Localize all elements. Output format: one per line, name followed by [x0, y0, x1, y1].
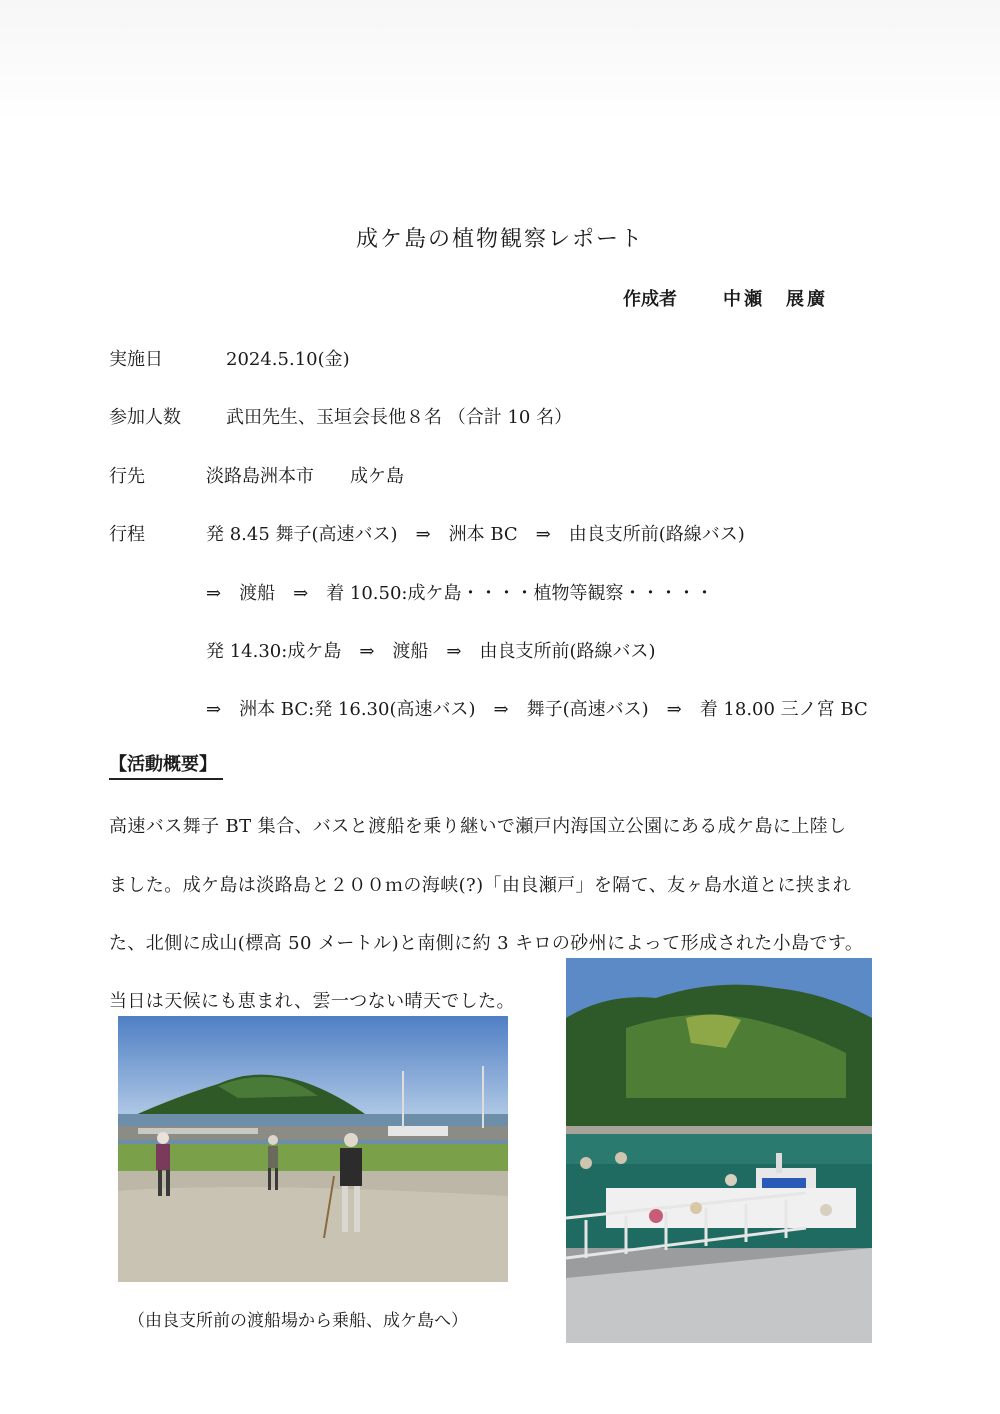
page-title: 成ケ島の植物観察レポート: [355, 227, 644, 252]
summary-line: 当日は天候にも恵まれ、雲一つない晴天でした。: [109, 991, 515, 1012]
author-line: [623, 285, 828, 311]
participants-value: 武田先生、玉垣会長他８名 （合計 10 名）: [226, 407, 573, 428]
destination-label: 行先: [109, 466, 145, 487]
summary-line: た、北側に成山(標高 50 メートル)と南側に約 3 キロの砂州によって形成された小島です。: [109, 933, 864, 954]
pier-photo: [118, 1016, 508, 1282]
date-value: 2024.5.10(金): [226, 349, 350, 370]
author-name: 中瀬 展廣: [723, 289, 828, 310]
summary-line: ました。成ケ島は淡路島と２００ｍの海峡(?)「由良瀬戸」を隔て、友ヶ島水道とに挟まれ: [109, 875, 852, 896]
itinerary-line: 発 8.45 舞子(高速バス) ⇒ 洲本 BC ⇒ 由良支所前(路線バス): [206, 524, 745, 545]
summary-line: 高速バス舞子 BT 集合、バスと渡船を乗り継いで瀬戸内海国立公園にある成ケ島に上陸し: [109, 816, 847, 837]
pier-photo-image: [118, 1016, 508, 1282]
harbor-photo-image: [566, 958, 872, 1343]
summary-heading: 【活動概要】: [109, 750, 223, 780]
itinerary-label: 行程: [109, 524, 145, 545]
itinerary-line: 発 14.30:成ケ島 ⇒ 渡船 ⇒ 由良支所前(路線バス): [206, 641, 656, 662]
destination-value: 淡路島洲本市 成ケ島: [206, 466, 404, 487]
scan-header-shadow: [0, 0, 1000, 120]
author-label: 作成者: [623, 289, 677, 310]
photo-caption: （由良支所前の渡船場から乗船、成ケ島へ）: [128, 1311, 468, 1331]
participants-label: 参加人数: [109, 407, 181, 428]
date-label: 実施日: [109, 349, 163, 370]
itinerary-line: ⇒ 渡船 ⇒ 着 10.50:成ケ島・・・・植物等観察・・・・・: [206, 583, 714, 604]
harbor-photo: [566, 958, 872, 1343]
itinerary-line: ⇒ 洲本 BC:発 16.30(高速バス) ⇒ 舞子(高速バス) ⇒ 着 18.00 三ノ宮 BC: [206, 699, 868, 720]
